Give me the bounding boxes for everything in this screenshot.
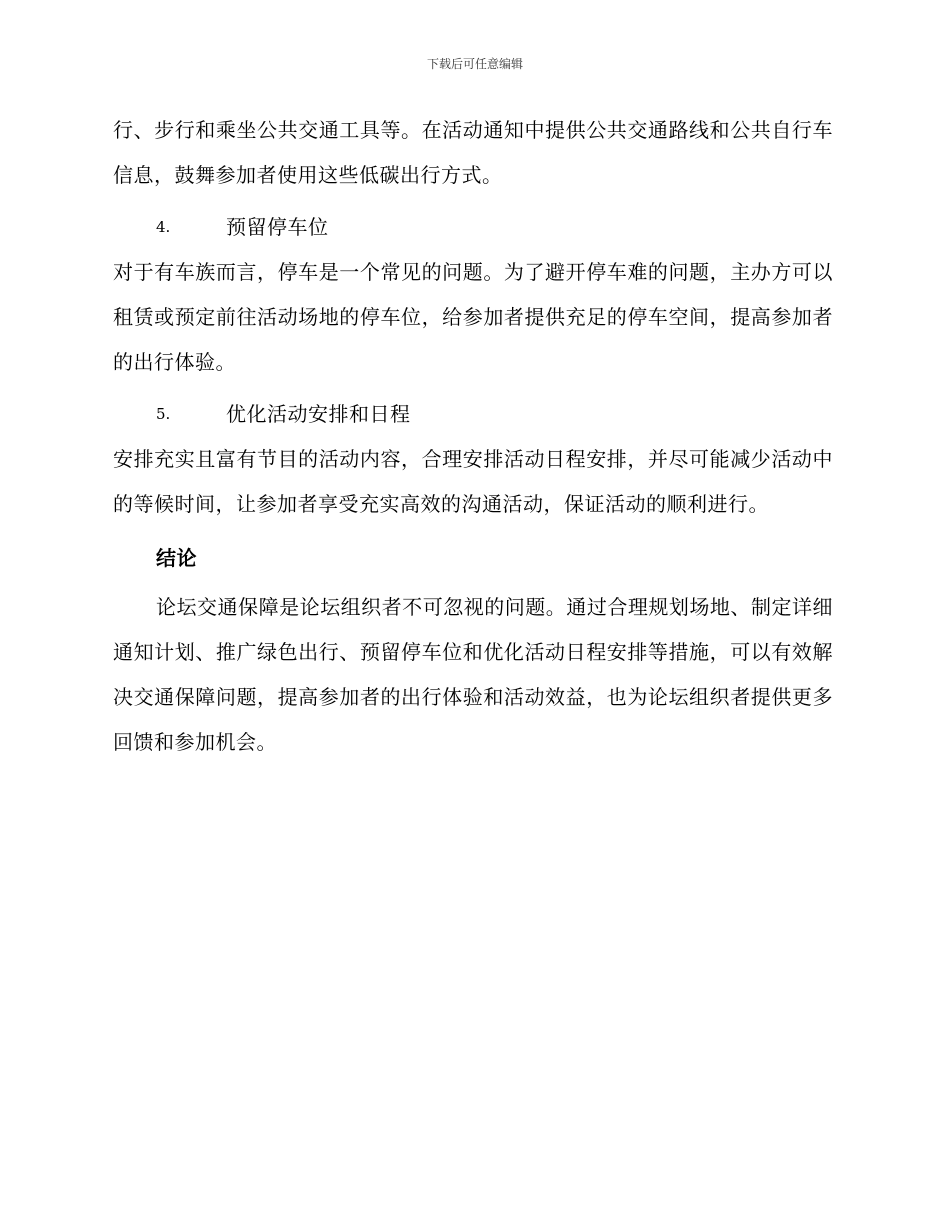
item-4-number: 4. [156,218,171,236]
item-5-number: 5. [156,405,171,423]
document-body [113,108,833,765]
conclusion-body: 论坛交通保障是论坛组织者不可忽视的问题。通过合理规划场地、制定详细通知计划、推广绿色出行、预留停车位和优化活动日程安排等措施，可以有效解决交通保障问题，提高参加者的出行体验和活动效益，也为论坛组织者提供更多回馈和参加机会。 [113,595,833,754]
item-5-body: 安排充实且富有节目的活动内容，合理安排活动日程安排，并尽可能减少活动中的等候时间，让参加者享受充实高效的沟通活动，保证活动的顺利进行。 [113,447,833,516]
conclusion-heading: 结论 [156,546,197,570]
item-5-heading [113,391,833,437]
item-5-title: 优化活动安排和日程 [226,402,411,426]
intro-continuation-paragraph: 行、步行和乘坐公共交通工具等。在活动通知中提供公共交通路线和公共自行车信息，鼓舞参加者使用这些低碳出行方式。 [113,118,833,187]
item-4-heading [113,204,833,250]
item-4-title: 预留停车位 [226,215,329,239]
item-4-body: 对于有车族而言，停车是一个常见的问题。为了避开停车难的问题，主办方可以租赁或预定前往活动场地的停车位，给参加者提供充足的停车空间，提高参加者的出行体验。 [113,260,833,374]
page-header: 下载后可任意编辑 [426,57,523,71]
